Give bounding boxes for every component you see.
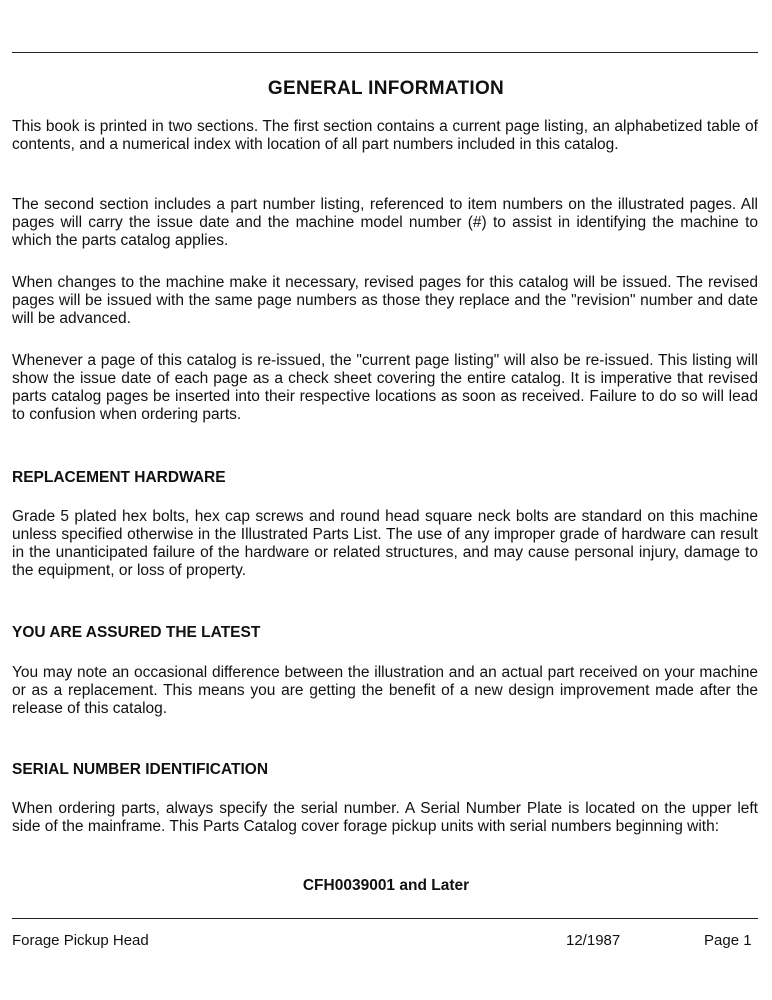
serial-number-heading: SERIAL NUMBER IDENTIFICATION <box>12 761 269 778</box>
assured-latest-heading: YOU ARE ASSURED THE LATEST <box>12 624 261 641</box>
intro-paragraph-1: This book is printed in two sections. The first section contains a current page listing, an alphabetized table of contents, and a numerical index with location of all part numbers included in this catalog. <box>12 118 758 153</box>
bottom-divider <box>12 918 758 919</box>
footer-title: Forage Pickup Head <box>12 932 149 949</box>
intro-paragraph-3: When changes to the machine make it necessary, revised pages for this catalog will be issued. The revised pages will be issued with the same page numbers as those they replace and the "revision" number and date will be advanced. <box>12 274 758 327</box>
intro-paragraph-4: Whenever a page of this catalog is re-issued, the "current page listing" will also be re-issued. This listing will show the issue date of each page as a check sheet covering the entire catalog. It is imperative that revised parts catalog pages be inserted into their respective locations as soon as received. Failure to do so will lead to confusion when ordering parts. <box>12 352 758 423</box>
page-title: GENERAL INFORMATION <box>267 78 505 99</box>
replacement-hardware-text: Grade 5 plated hex bolts, hex cap screws and round head square neck bolts are standard on this machine unless specified otherwise in the Illustrated Parts List. The use of any improper grade of hardware can result in the unanticipated failure of the hardware or related structures, and may cause personal injury, damage to the equipment, or loss of property. <box>12 508 758 579</box>
footer-page-number: Page 1 <box>704 932 752 949</box>
intro-paragraph-2: The second section includes a part number listing, referenced to item numbers on the illustrated pages. All pages will carry the issue date and the machine model number (#) to assist in identifying the machine to which the parts catalog applies. <box>12 196 758 249</box>
serial-number-range: CFH0039001 and Later <box>302 877 470 894</box>
assured-latest-text: You may note an occasional difference between the illustration and an actual part received on your machine or as a replacement. This means you are getting the benefit of a new design improvement made after the release of this catalog. <box>12 664 758 717</box>
replacement-hardware-heading: REPLACEMENT HARDWARE <box>12 469 226 486</box>
top-divider <box>12 52 758 53</box>
footer-date: 12/1987 <box>566 932 621 949</box>
serial-number-text: When ordering parts, always specify the serial number. A Serial Number Plate is located on the upper left side of the mainframe. This Parts Catalog cover forage pickup units with serial numbers beginning with: <box>12 800 758 835</box>
